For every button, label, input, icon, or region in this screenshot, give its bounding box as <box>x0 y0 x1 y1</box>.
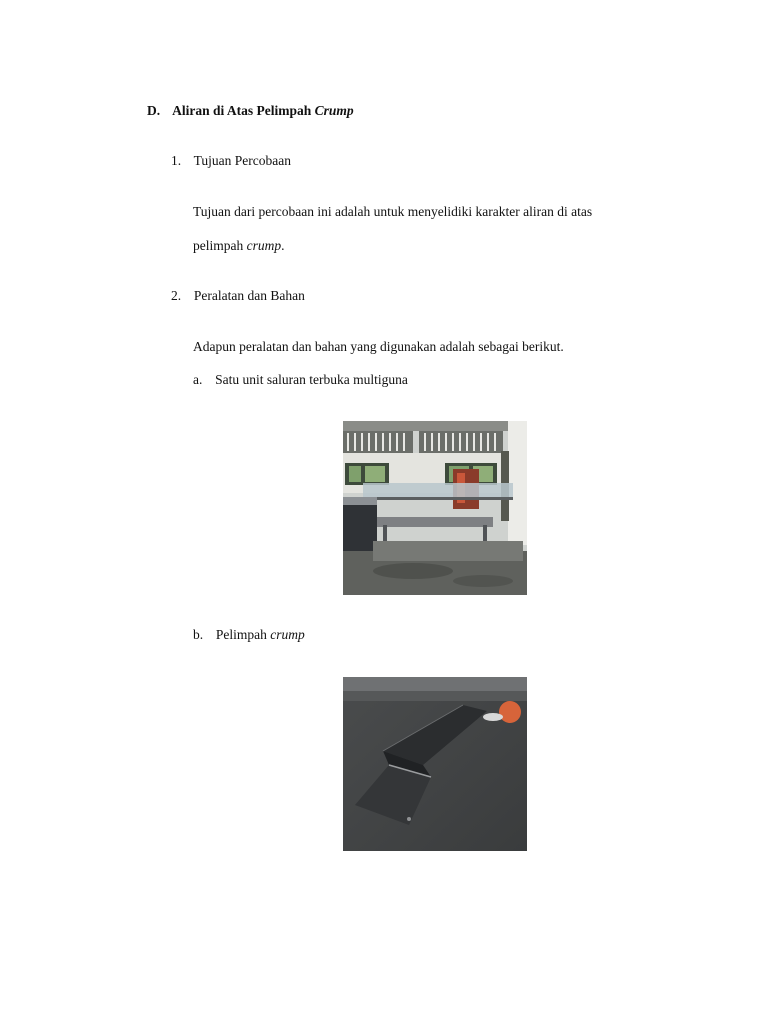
item-1-title: Tujuan Percobaan <box>193 153 292 168</box>
item-2-intro: Adapun peralatan dan bahan yang digunakan adalah sebagai berikut. <box>193 339 564 354</box>
section-title-italic: Crump <box>314 103 354 118</box>
subitem-a <box>193 371 408 389</box>
item-1-paragraph-line-1: Tujuan dari percobaan ini adalah untuk menyelidiki karakter aliran di atas <box>193 204 593 219</box>
subitem-b <box>193 626 305 644</box>
paragraph-italic-term: crump <box>246 238 282 253</box>
section-title: Aliran di Atas Pelimpah <box>172 103 315 118</box>
paragraph-period: . <box>281 238 285 253</box>
subitem-b-label: Pelimpah <box>215 627 271 642</box>
open-channel-photo <box>343 421 527 595</box>
crump-weir-photo <box>343 677 527 851</box>
item-2-title: Peralatan dan Bahan <box>193 288 305 303</box>
item-1-paragraph-line-2 <box>193 237 285 255</box>
subitem-a-label: Satu unit saluran terbuka multiguna <box>215 372 408 387</box>
item-1-number: 1. <box>171 153 182 168</box>
item-1-heading <box>171 152 291 170</box>
subitem-a-letter: a. <box>193 372 203 387</box>
subitem-b-letter: b. <box>193 627 204 642</box>
section-heading <box>147 102 354 120</box>
subitem-b-label-italic: crump <box>270 627 305 642</box>
paragraph-text: pelimpah <box>193 238 247 253</box>
section-letter: D. <box>147 103 161 118</box>
item-2-number: 2. <box>171 288 182 303</box>
item-2-heading <box>171 287 305 305</box>
